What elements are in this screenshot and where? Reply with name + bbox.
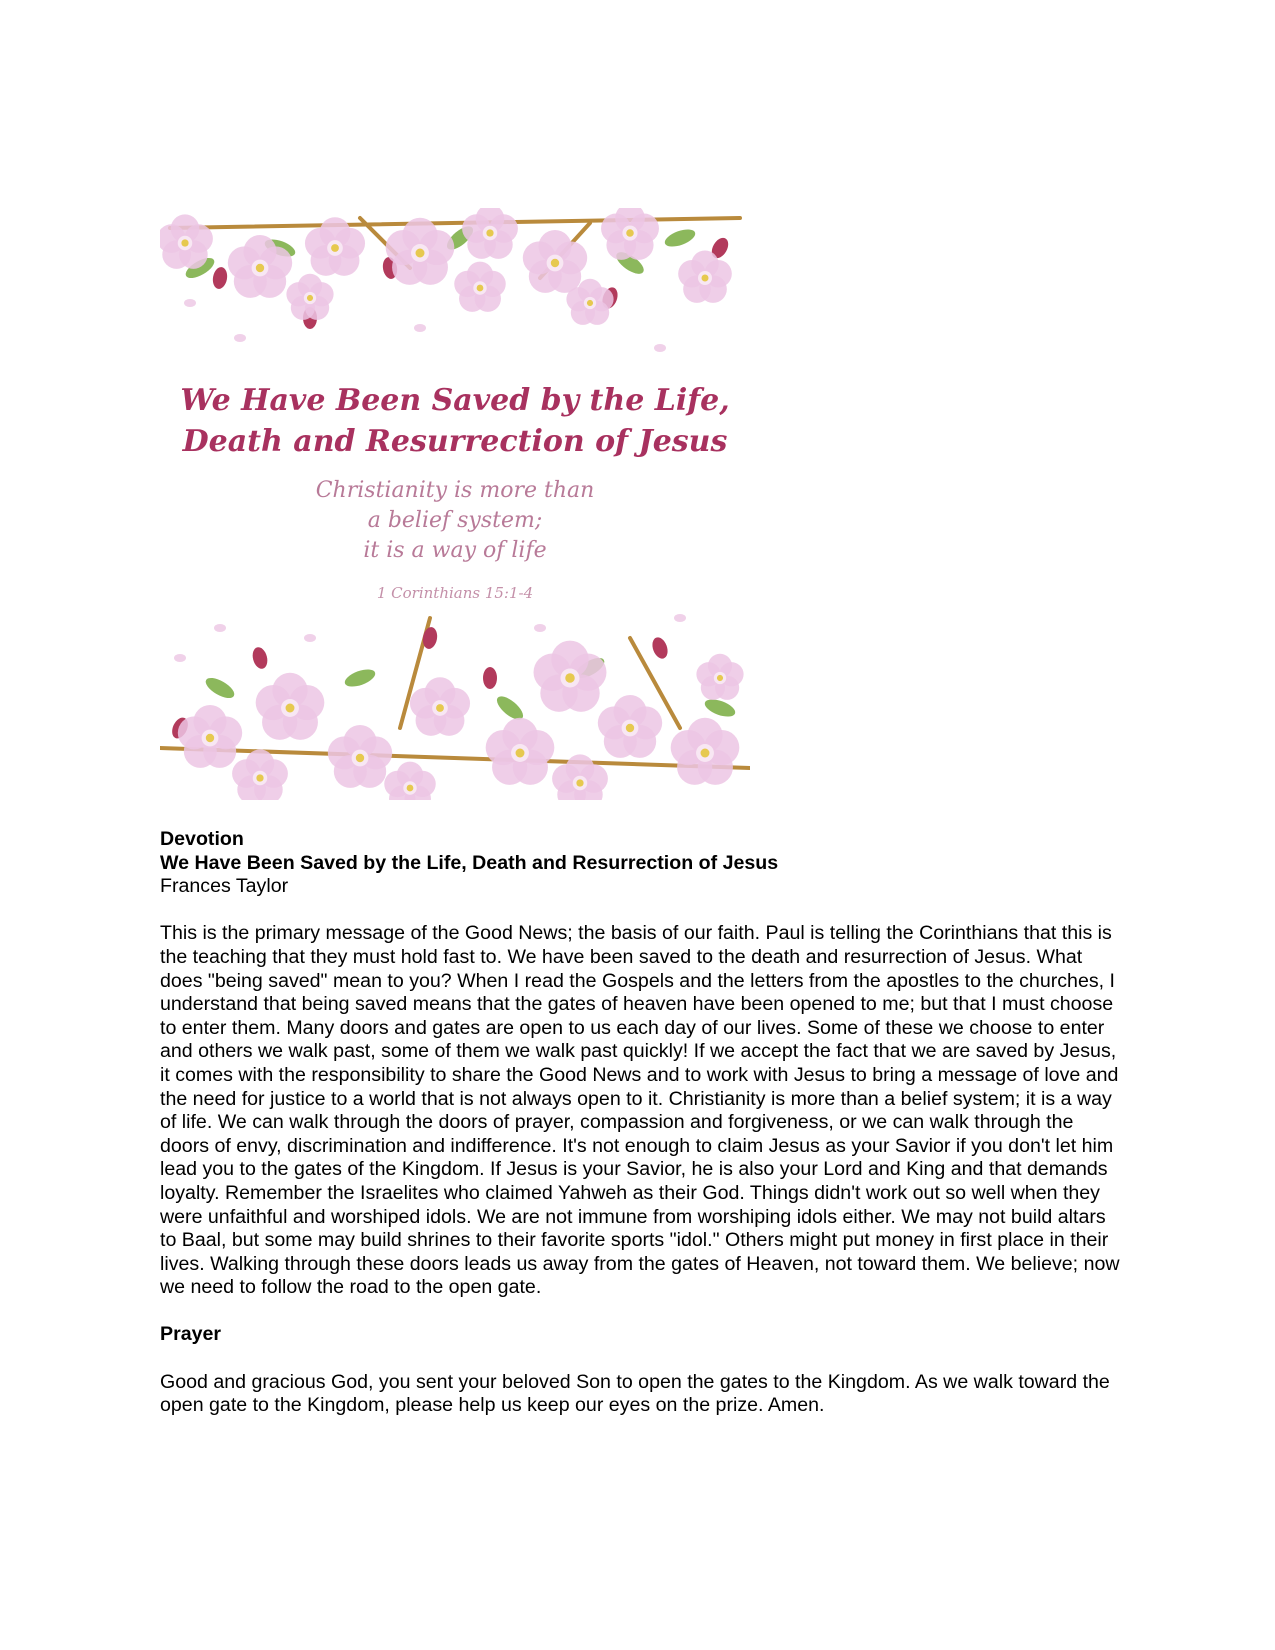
banner-title-line: We Have Been Saved by the Life, (180, 383, 730, 418)
blossom-stamen (416, 249, 425, 258)
blossom-stamen (702, 275, 709, 282)
blossom-stamen (626, 229, 634, 237)
leaf (203, 674, 238, 702)
spacer (160, 899, 1120, 923)
blossom-stamen (626, 724, 634, 732)
spacer (160, 1347, 1120, 1371)
leaf (663, 226, 698, 250)
falling-petal (214, 624, 226, 632)
blossom-stamen (576, 779, 583, 786)
prayer-text: Good and gracious God, you sent your beloved Son to open the gates to the Kingdom. As we walk toward the open gate to the Kingdom, please help us keep our eyes on the prize. Amen. (160, 1370, 1110, 1417)
leaf (343, 666, 378, 690)
falling-petal (234, 334, 246, 342)
blossom-stamen (551, 259, 559, 267)
falling-petal (674, 614, 686, 622)
falling-petal (534, 624, 546, 632)
banner-subtitle (160, 476, 750, 566)
leaf (703, 696, 738, 720)
blossom-stamen (436, 704, 444, 712)
blossom-stamen (565, 673, 575, 683)
falling-petal (414, 324, 426, 332)
banner-title (160, 380, 750, 462)
falling-petal (304, 634, 316, 642)
bud (211, 266, 229, 290)
falling-petal (654, 344, 666, 352)
blossom-stamen (477, 285, 484, 292)
banner-title-line: Death and Resurrection of Jesus (182, 424, 728, 459)
blossom-stamen (331, 244, 339, 252)
blossom-stamen (587, 300, 593, 306)
devotion-title: We Have Been Saved by the Life, Death and Resurrection of Jesus (160, 851, 779, 874)
devotion-body: This is the primary message of the Good News; the basis of our faith. Paul is telling the Corinthians that this is the teaching that they must hold fast to. We have been saved to the death and resurrection of Jesus. What does "being saved" mean to you? When I read the Gospels and the letters from the apostles to the churches, I understand that being saved means that the gates of heaven have been opened to me; but that I must choose to enter them. Many doors and gates are open to us each day of our lives. Some of these we choose to enter and others we walk past, some of them we walk past quickly! If we accept the fact that we are saved by Jesus, it comes with the responsibility to share the Good News and to work with Jesus to bring a message of love and the need for justice to a world that is not always open to it. Christianity is more than a belief system; it is a way of life. We can walk through the doors of prayer, compassion and forgiveness, or we can walk through the doors of envy, discrimination and indifference. It's not enough to claim Jesus as your Savior if you don't let him lead you to the gates of the Kingdom. If Jesus is your Savior, he is also your Lord and King and that demands loyalty. Remember the Israelites who claimed Yahweh as their God. Things didn't work out so well when they were unfaithful and worshiped idols. We are not immune from worshiping idols either. We may not build altars to Baal, but some may build shrines to their favorite sports "idol." Others might put money in first place in their lives. Walking through these doors leads us away from the gates of Heaven, not toward them. We believe; now we need to follow the road to the open gate. (160, 922, 1120, 1299)
author-name: Frances Taylor (160, 875, 289, 898)
blossom-stamen (407, 785, 414, 792)
falling-petal (184, 299, 196, 307)
devotion-banner-image (160, 208, 750, 800)
blossom-stamen (356, 754, 364, 762)
blossom-stamen (206, 734, 214, 742)
devotion-content (160, 828, 1120, 1418)
blossom-stamen (256, 774, 263, 781)
prayer-heading: Prayer (160, 1323, 222, 1346)
blossom-stamen (307, 295, 313, 301)
spacer (160, 1300, 1120, 1324)
blossom-stamen (286, 704, 295, 713)
blossom-stamen (717, 675, 723, 681)
blossom-stamen (256, 264, 264, 272)
banner-subtitle-line: Christianity is more than (315, 478, 595, 503)
banner-subtitle-line: it is a way of life (363, 538, 547, 563)
falling-petal (174, 654, 186, 662)
section-label: Devotion (160, 828, 244, 850)
banner-subtitle-line: a belief system; (367, 508, 543, 533)
blossom-stamen (181, 239, 188, 246)
blossom-stamen (701, 749, 710, 758)
blossom-stamen (516, 749, 525, 758)
blossom-stamen (486, 229, 493, 236)
scripture-reference: 1 Corinthians 15:1-4 (376, 584, 534, 602)
bud (250, 646, 269, 671)
bud (650, 635, 671, 660)
bud (483, 667, 497, 689)
